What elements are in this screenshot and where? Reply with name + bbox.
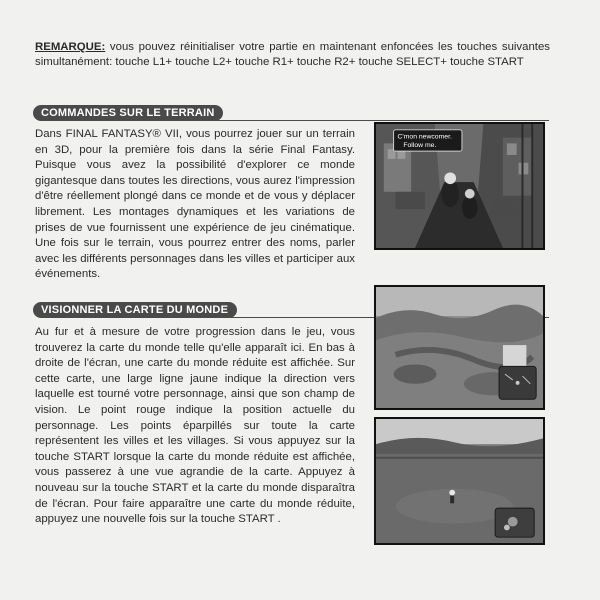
game-screenshot-world-map — [374, 285, 545, 410]
remark-text: vous pouvez réinitialiser votre partie en maintenant enfoncées les touches suivantes simultanément: touche L1+ touche L2+ touche R1+ touche R2+ touche SELECT+ touche START — [35, 41, 550, 68]
section-title: COMMANDES SUR LE TERRAIN — [33, 105, 223, 121]
section-title: VISIONNER LA CARTE DU MONDE — [33, 302, 237, 318]
game-screenshot-field — [374, 417, 545, 545]
svg-text:Follow me.: Follow me. — [403, 142, 437, 150]
section-body-field-commands: Dans FINAL FANTASY® VII, vous pourrez jouer sur un terrain en 3D, pour la première fois dans la série Final Fantasy. Puisque vous avez la possibilité d'explorer ce monde gigantesque dans toutes les directions, vous aurez l'impression d'être réellement plongé dans ce monde et de vous y déplacer librement. Les montages dynamiques et les variations de prises de vue fournissent une expérience de jeu cinématique. Une fois sur le terrain, vous pourrez entrer des noms, parler avec les différents personnages dans les villes et participer aux événements. — [35, 128, 355, 281]
remark-paragraph — [35, 40, 550, 70]
section-heading-field-commands — [33, 105, 549, 123]
speech-bubble-text: C'mon newcomer. — [397, 133, 452, 141]
game-screenshot-town — [374, 122, 545, 250]
section-body-world-map: Au fur et à mesure de votre progression dans le jeu, vous trouverez la carte du monde telle qu'elle apparaît ici. En bas à droite de l'écran, une carte du monde réduite est affichée. Sur cette carte, une large ligne jaune indique la direction vers laquelle est tourné votre personnage, ainsi que son champ de vision. Le point rouge indique la position actuelle du personnage. Les points éparpillés sur toute la carte représentent les villes et les villages. Si vous appuyez sur la touche START lorsque la carte du monde réduite est affichée, vous passerez à une vue agrandie de la carte. Appuyez à nouveau sur la touche START et la carte du monde disparaîtra de l'écran. Pour faire apparaître une carte du monde réduite, appuyez une nouvelle fois sur la touche START . — [35, 326, 355, 526]
remark-lead: REMARQUE: — [35, 41, 106, 53]
